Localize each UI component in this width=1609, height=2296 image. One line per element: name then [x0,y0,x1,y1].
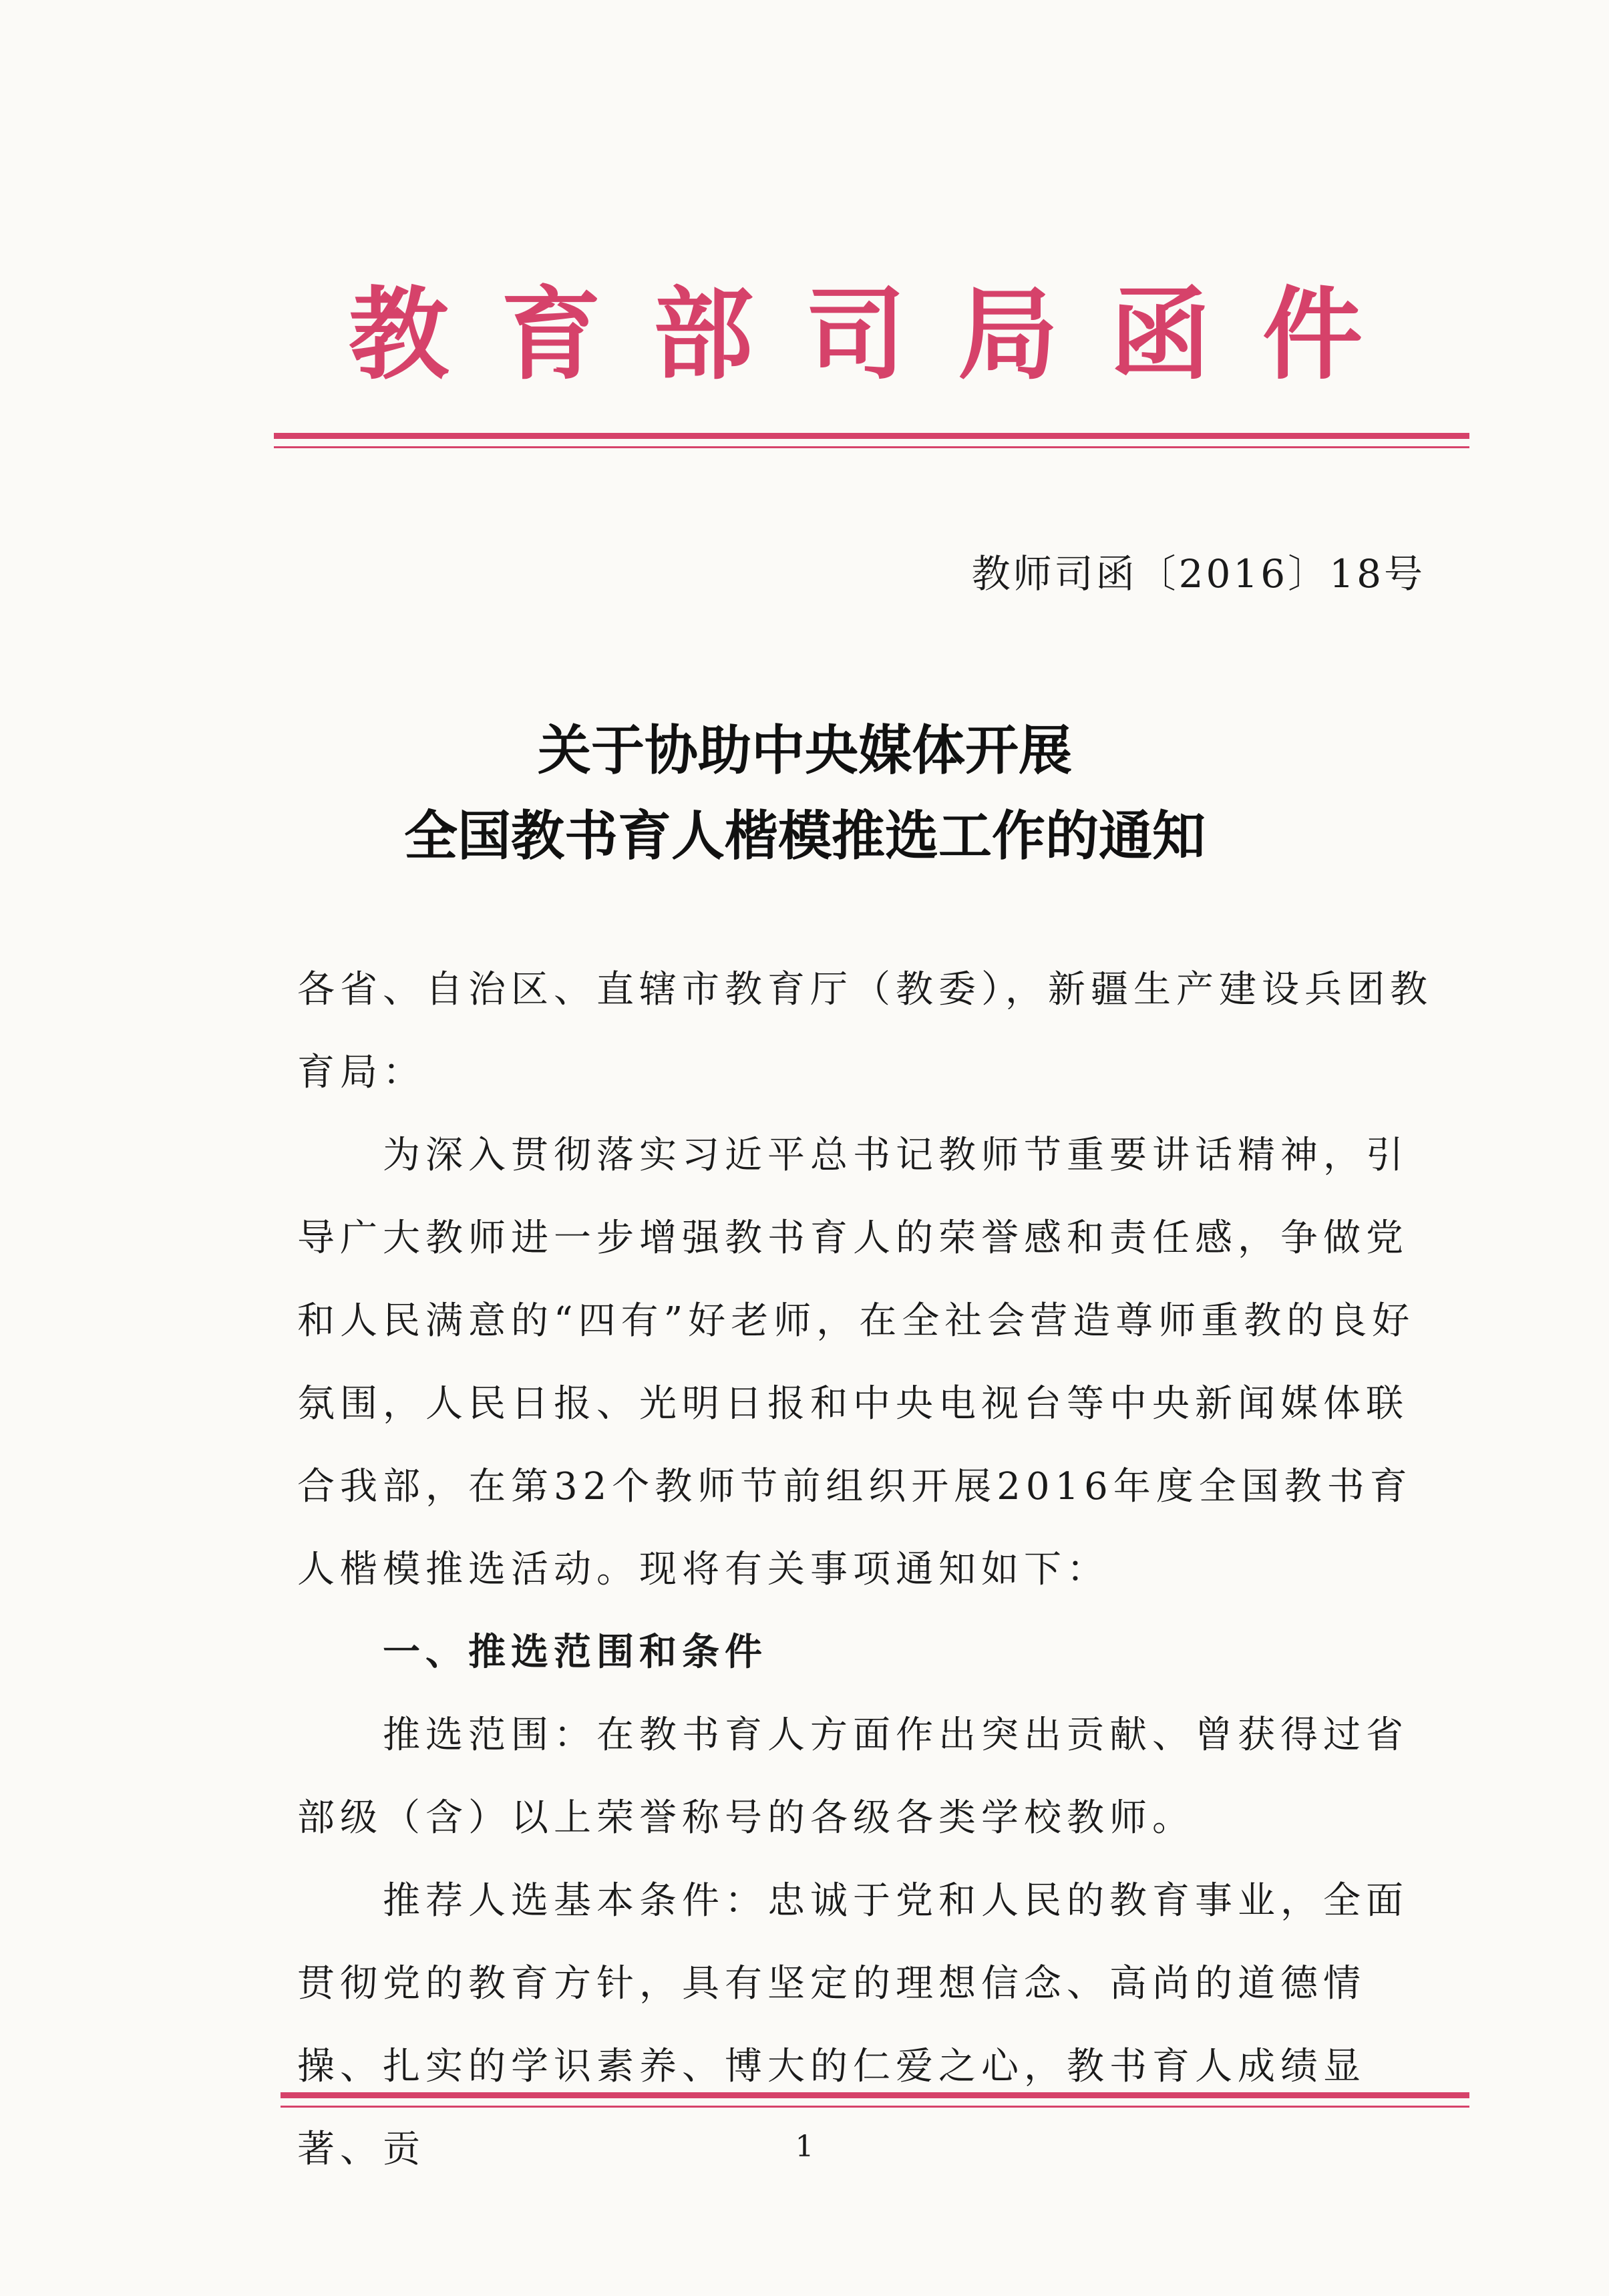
section-heading: 一、推选范围和条件 [383,1631,767,1674]
letterhead-rule-thick [274,433,1469,439]
paragraph-criteria: 推荐人选基本条件：忠诚于党和人民的教育事业，全面贯彻党的教育方针，具有坚定的理想信念、高尚的道德情操、扎实的学识素养、博大的仁爱之心，教书育人成绩显著、贡 [297,1879,1409,2171]
footer-rule-thick [281,2092,1469,2098]
letterhead-title: 教育部司局函件 [348,276,1415,393]
paragraph-intro: 为深入贯彻落实习近平总书记教师节重要讲话精神，引导广大教师进一步增强教书育人的荣誉感和责任感，争做党和人民满意的“四有”好老师，在全社会营造尊师重教的良好氛围，人民日报、光明日报和中央电视台等中央新闻媒体联合我部，在第32个教师节前组织开展2016年度全国教书育人楷模推选活动。现将有关事项通知如下： [297,1134,1415,1591]
document-body [297,949,1433,2191]
document-number: 教师司函〔2016〕18号 [971,551,1425,597]
title-line-1: 关于协助中央媒体开展 [538,719,1072,782]
title-line-2: 全国教书育人楷模推选工作的通知 [404,805,1206,867]
paragraph-scope: 推选范围：在教书育人方面作出突出贡献、曾获得过省部级（含）以上荣誉称号的各级各类学校教师。 [297,1713,1409,1840]
footer-rule-thin [281,2106,1469,2108]
salutation: 各省、自治区、直辖市教育厅（教委），新疆生产建设兵团教育局： [297,968,1433,1094]
page-number: 1 [795,2130,814,2164]
document-title [200,708,1409,879]
letterhead-rule-thin [274,446,1469,448]
